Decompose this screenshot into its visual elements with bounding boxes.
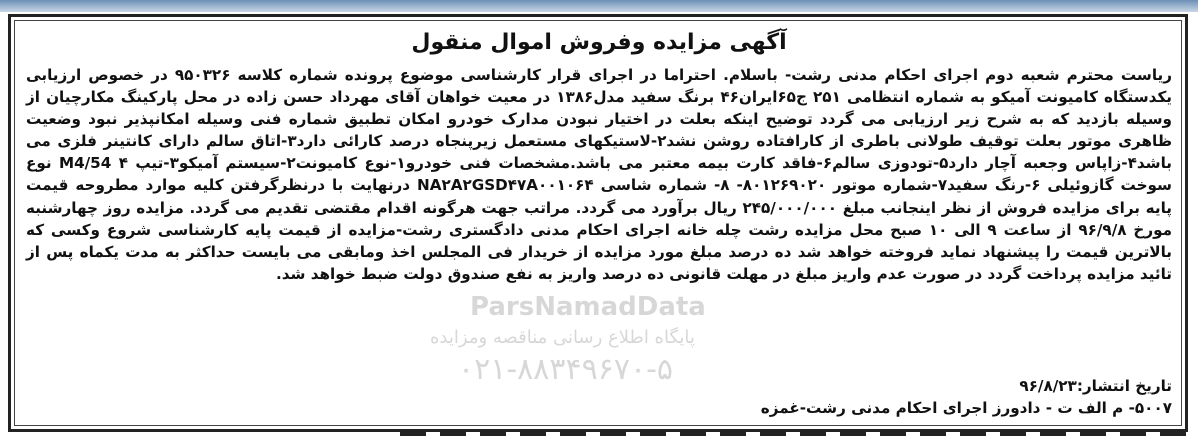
watermark-name: ParsNamadData	[470, 292, 706, 322]
dashed-separator	[400, 432, 1190, 436]
signature: ۵۰۰۷- م الف ت - دادورز اجرای احکام مدنی رشت-غمزه	[760, 399, 1172, 417]
notice-body: ریاست محترم شعبه دوم اجرای احکام مدنی رشت- باسلام. احتراما در اجرای قرار کارشناسی موضوع پرونده شماره کلاسه ۹۵۰۳۲۶ در خصوص ارزیابی یکدستگاه کامیونت آمیکو به شماره انتظامی ۲۵۱ ج۶۵ایران۴۶ برنگ سفید مدل۱۳۸۶ در معیت خواهان آقای مهرداد حسن زاده در محل پارکینگ مکارچیان از وسیله بازدید که به شرح زیر ارزیابی می گردد توضیح اینکه بعلت در اختیار نبودن مدارک خودرو امکان تطبیق شماره فنی وسیله امکانپذیر نبود وضعیت ظاهری موتور بعلت توقیف طولانی باطری از کارافتاده روشن نشد۲-لاستیکهای مستعمل زیرپنجاه درصد کارائی دارد۳-اتاق سالم دارای کانتینر فلزی می باشد۴-زاپاس وجعبه آچار دارد۵-تودوزی سالم۶-فاقد کارت بیمه معتبر می باشد.مشخصات فنی خودرو۱-نوع کامیونت۲-سیستم آمیکو۳-تیپ ۴ M4/54 نوع سوخت گازوئیلی ۶-رنگ سفید۷-شماره موتور ۸۰۱۲۶۹۰۲۰- ۸- شماره شاسی NA۲A۲GSD۴۷A۰۰۱۰۶۴ درنهایت با درنظرگرفتن کلیه موارد مطروحه قیمت پایه برای مزایده فروش از نظر اینجانب مبلغ ۲۴۵/۰۰۰/۰۰۰ ریال برآورد می گردد. مراتب جهت هرگونه اقدام مقتضی تقدیم می گردد. مزایده روز چهارشنبه مورخ ۹۶/۹/۸ از ساعت ۹ الی ۱۰ صبح محل مزایده رشت چله خانه اجرای احکام مدنی دادگستری رشت-مزایده از قیمت پایه کارشناسی شروع وکسی که بالاترین قیمت را پیشنهاد نماید فروخته خواهد شد ده درصد مبلغ مورد مزایده از خریدار فی المجلس اخذ ومابقی می بایست حداکثر به مدت یکماه پس از تائید مزایده پرداخت گردد در صورت عدم واریز مبلغ در مهلت قانونی ده درصد واریز به نفع صندوق دولت ضبط خواهد شد.	[26, 66, 1173, 283]
top-strip	[0, 0, 1198, 12]
notice-title: آگهی مزایده وفروش اموال منقول	[411, 30, 787, 55]
publish-date: تاریخ انتشار:۹۶/۸/۲۳	[1019, 377, 1172, 395]
watermark-phone: ۰۲۱-۸۸۳۴۹۶۷۰-۵	[458, 352, 674, 387]
notice-footer	[761, 375, 1172, 419]
watermark-site: پایگاه اطلاع رسانی مناقصه ومزایده	[430, 327, 695, 348]
